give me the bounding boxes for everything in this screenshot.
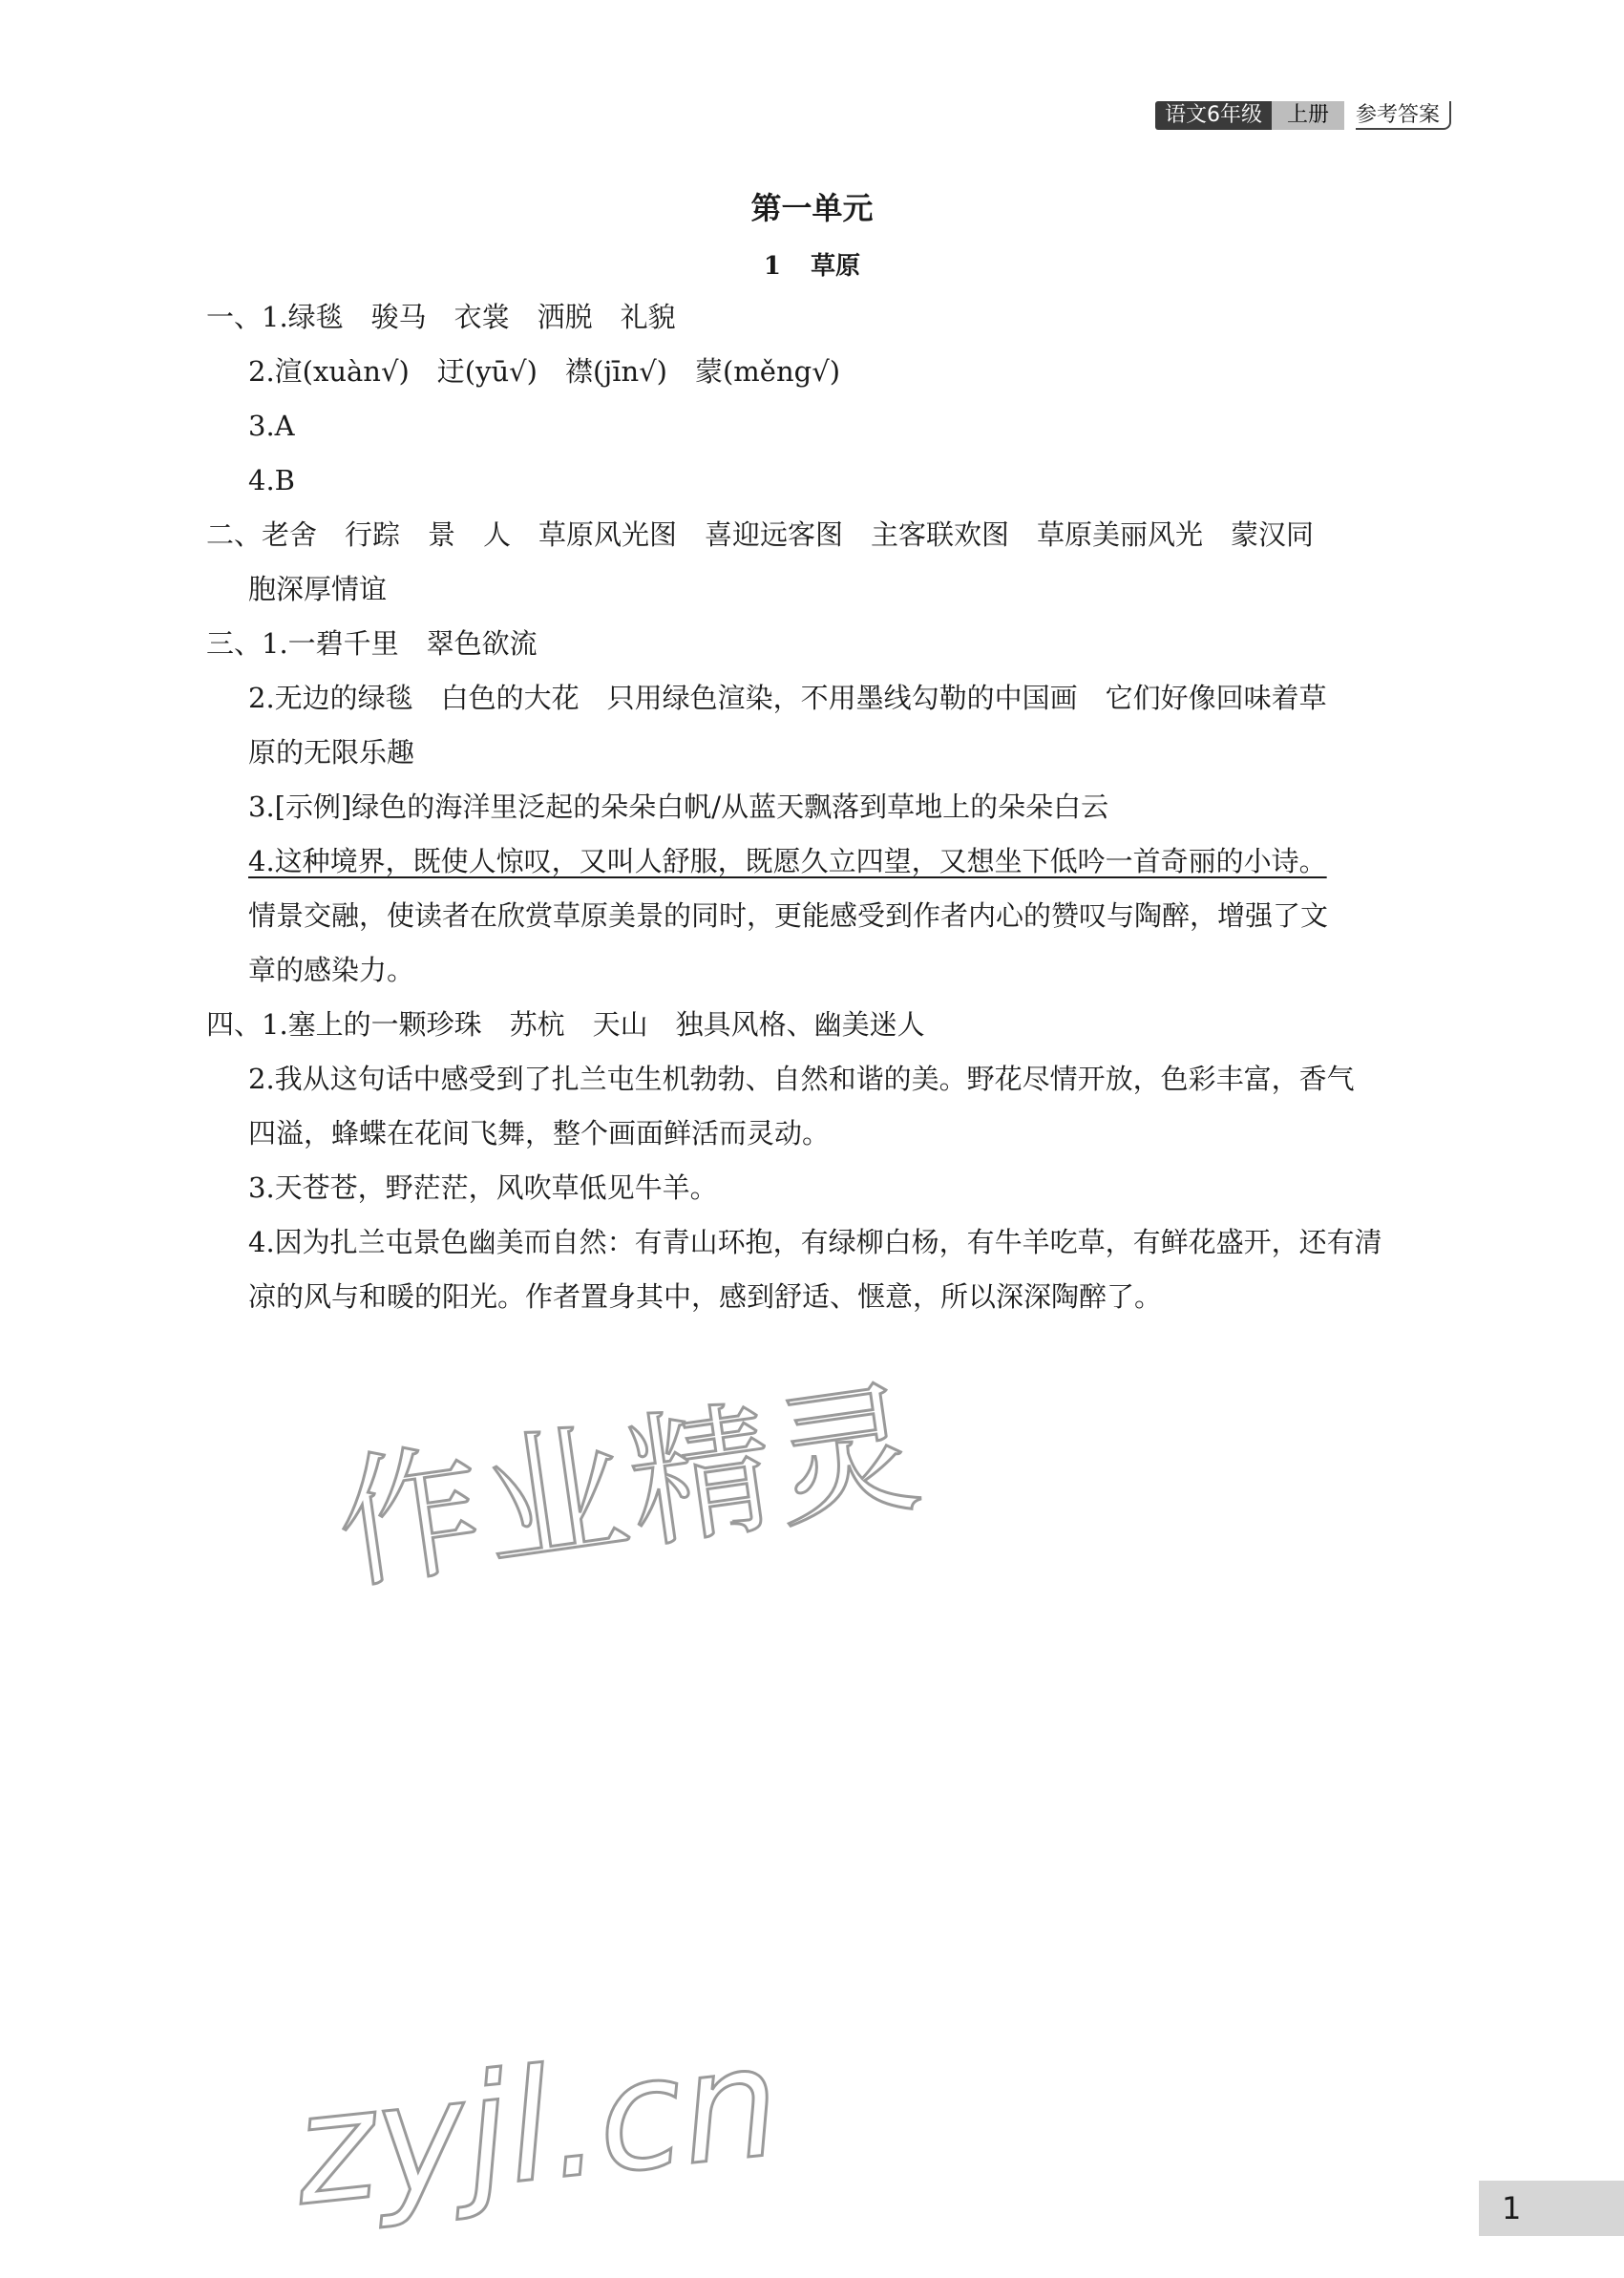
answer-line: 二、老舍 行踪 景 人 草原风光图 喜迎远客图 主客联欢图 草原美丽风光 蒙汉同	[206, 518, 1315, 551]
answer-line: 四、1.塞上的一颗珍珠 苏杭 天山 独具风格、幽美迷人	[206, 1008, 925, 1041]
answer-line: 2.我从这句话中感受到了扎兰屯生机勃勃、自然和谐的美。野花尽情开放，色彩丰富，香气	[248, 1063, 1355, 1095]
header-tag	[1155, 101, 1451, 130]
answer-line: 情景交融，使读者在欣赏草原美景的同时，更能感受到作者内心的赞叹与陶醉，增强了文	[248, 899, 1329, 932]
unit-title: 第一单元	[750, 190, 874, 226]
answer-line: 章的感染力。	[248, 954, 415, 986]
answer-line: 3.[示例]绿色的海洋里泛起的朵朵白帆/从蓝天飘落到草地上的朵朵白云	[248, 791, 1109, 823]
answer-line: 四溢，蜂蝶在花间飞舞，整个画面鲜活而灵动。	[248, 1117, 831, 1150]
page-number: 1	[1479, 2181, 1624, 2236]
answer-line: 一、1.绿毯 骏马 衣裳 洒脱 礼貌	[206, 301, 676, 333]
volume-label: 上册	[1272, 101, 1344, 130]
answer-line: 三、1.一碧千里 翠色欲流	[206, 627, 538, 660]
answer-line: 原的无限乐趣	[248, 736, 415, 769]
watermark-logo: 作业精灵	[327, 1363, 934, 1611]
answer-line: 3.A	[248, 410, 295, 442]
watermark-url: zyjl.cn	[286, 2011, 788, 2240]
answers-label: 参考答案	[1356, 101, 1451, 130]
answer-line: 胞深厚情谊	[248, 573, 388, 605]
answer-line: 2.无边的绿毯 白色的大花 只用绿色渲染，不用墨线勾勒的中国画 它们好像回味着草	[248, 682, 1327, 714]
answer-line: 凉的风与和暖的阳光。作者置身其中，感到舒适、惬意，所以深深陶醉了。	[248, 1280, 1163, 1313]
answer-content	[206, 290, 1480, 1324]
subject-label: 语文6年级	[1155, 101, 1272, 130]
underlined-answer-line: 4.这种境界，既使人惊叹，又叫人舒服，既愿久立四望，又想坐下低吟一首奇丽的小诗。	[248, 845, 1327, 877]
answer-line: 3.天苍苍，野茫茫，风吹草低见牛羊。	[248, 1171, 718, 1204]
answer-line: 4.因为扎兰屯景色幽美而自然：有青山环抱，有绿柳白杨，有牛羊吃草，有鲜花盛开，还有清	[248, 1226, 1382, 1258]
lesson-title: 1 草原	[763, 252, 861, 281]
answer-line: 2.渲(xuàn√) 迂(yū√) 襟(jīn√) 蒙(měng√)	[248, 355, 841, 388]
answer-line: 4.B	[248, 464, 295, 496]
